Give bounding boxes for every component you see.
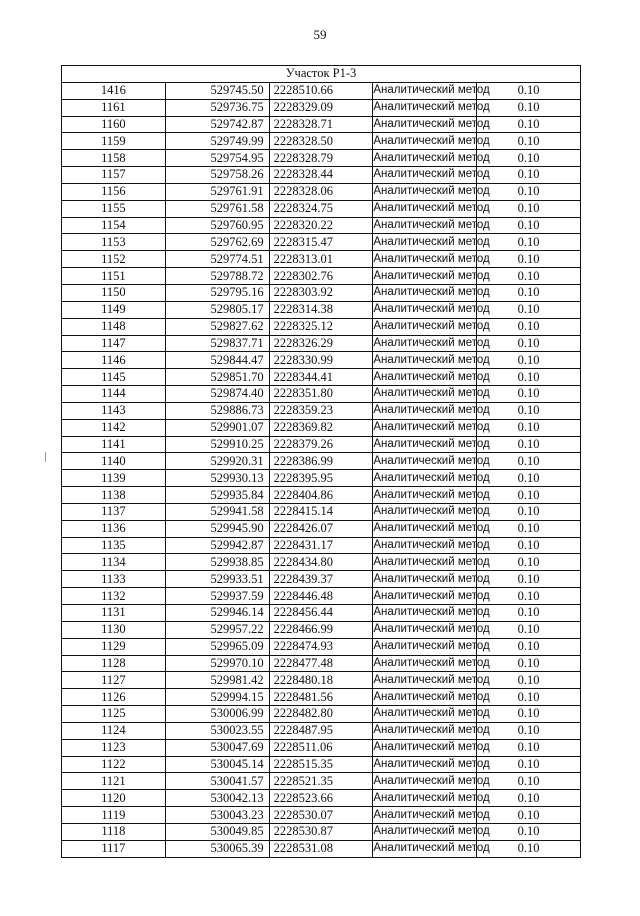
x-coordinate-cell: 529837.71 xyxy=(165,335,269,352)
y-coordinate-cell: 2228474.93 xyxy=(269,638,373,655)
y-coordinate-cell: 2228531.08 xyxy=(269,840,373,857)
point-number-cell: 1121 xyxy=(62,773,166,790)
x-coordinate-cell: 530047.69 xyxy=(165,739,269,756)
precision-cell: 0.10 xyxy=(477,116,581,133)
table-row xyxy=(62,807,581,824)
x-coordinate-cell: 530023.55 xyxy=(165,722,269,739)
precision-cell: 0.10 xyxy=(477,301,581,318)
x-coordinate-cell: 529933.51 xyxy=(165,571,269,588)
precision-cell: 0.10 xyxy=(477,419,581,436)
method-cell: Аналитический метод xyxy=(373,268,477,285)
table-row xyxy=(62,756,581,773)
precision-cell: 0.10 xyxy=(477,82,581,99)
table-row xyxy=(62,335,581,352)
y-coordinate-cell: 2228530.87 xyxy=(269,823,373,840)
point-number-cell: 1138 xyxy=(62,487,166,504)
coordinates-table xyxy=(61,65,581,858)
method-cell: Аналитический метод xyxy=(373,621,477,638)
y-coordinate-cell: 2228477.48 xyxy=(269,655,373,672)
y-coordinate-cell: 2228328.44 xyxy=(269,167,373,184)
method-cell: Аналитический метод xyxy=(373,284,477,301)
y-coordinate-cell: 2228521.35 xyxy=(269,773,373,790)
table-row xyxy=(62,251,581,268)
point-number-cell: 1416 xyxy=(62,82,166,99)
point-number-cell: 1136 xyxy=(62,520,166,537)
method-cell: Аналитический метод xyxy=(373,807,477,824)
method-cell: Аналитический метод xyxy=(373,722,477,739)
y-coordinate-cell: 2228511.06 xyxy=(269,739,373,756)
x-coordinate-cell: 529736.75 xyxy=(165,99,269,116)
x-coordinate-cell: 529938.85 xyxy=(165,554,269,571)
x-coordinate-cell: 529749.99 xyxy=(165,133,269,150)
precision-cell: 0.10 xyxy=(477,672,581,689)
y-coordinate-cell: 2228395.95 xyxy=(269,470,373,487)
method-cell: Аналитический метод xyxy=(373,689,477,706)
precision-cell: 0.10 xyxy=(477,200,581,217)
point-number-cell: 1161 xyxy=(62,99,166,116)
x-coordinate-cell: 529970.10 xyxy=(165,655,269,672)
x-coordinate-cell: 530049.85 xyxy=(165,823,269,840)
y-coordinate-cell: 2228344.41 xyxy=(269,369,373,386)
precision-cell: 0.10 xyxy=(477,386,581,403)
y-coordinate-cell: 2228439.37 xyxy=(269,571,373,588)
x-coordinate-cell: 529851.70 xyxy=(165,369,269,386)
y-coordinate-cell: 2228379.26 xyxy=(269,436,373,453)
precision-cell: 0.10 xyxy=(477,537,581,554)
point-number-cell: 1131 xyxy=(62,605,166,622)
point-number-cell: 1137 xyxy=(62,503,166,520)
y-coordinate-cell: 2228515.35 xyxy=(269,756,373,773)
table-row xyxy=(62,689,581,706)
point-number-cell: 1117 xyxy=(62,840,166,857)
method-cell: Аналитический метод xyxy=(373,167,477,184)
method-cell: Аналитический метод xyxy=(373,453,477,470)
y-coordinate-cell: 2228329.09 xyxy=(269,99,373,116)
method-cell: Аналитический метод xyxy=(373,301,477,318)
method-cell: Аналитический метод xyxy=(373,369,477,386)
y-coordinate-cell: 2228480.18 xyxy=(269,672,373,689)
method-cell: Аналитический метод xyxy=(373,200,477,217)
method-cell: Аналитический метод xyxy=(373,82,477,99)
x-coordinate-cell: 529788.72 xyxy=(165,268,269,285)
precision-cell: 0.10 xyxy=(477,234,581,251)
x-coordinate-cell: 529941.58 xyxy=(165,503,269,520)
precision-cell: 0.10 xyxy=(477,335,581,352)
point-number-cell: 1141 xyxy=(62,436,166,453)
x-coordinate-cell: 529774.51 xyxy=(165,251,269,268)
method-cell: Аналитический метод xyxy=(373,251,477,268)
x-coordinate-cell: 529935.84 xyxy=(165,487,269,504)
table-row xyxy=(62,672,581,689)
y-coordinate-cell: 2228359.23 xyxy=(269,402,373,419)
table-row xyxy=(62,268,581,285)
point-number-cell: 1120 xyxy=(62,790,166,807)
y-coordinate-cell: 2228530.07 xyxy=(269,807,373,824)
table-row xyxy=(62,150,581,167)
coordinates-table-body xyxy=(62,66,581,858)
table-row xyxy=(62,503,581,520)
method-cell: Аналитический метод xyxy=(373,150,477,167)
table-row xyxy=(62,655,581,672)
y-coordinate-cell: 2228446.48 xyxy=(269,588,373,605)
point-number-cell: 1132 xyxy=(62,588,166,605)
method-cell: Аналитический метод xyxy=(373,116,477,133)
table-row xyxy=(62,436,581,453)
x-coordinate-cell: 529758.26 xyxy=(165,167,269,184)
point-number-cell: 1144 xyxy=(62,386,166,403)
table-row xyxy=(62,790,581,807)
y-coordinate-cell: 2228302.76 xyxy=(269,268,373,285)
table-row xyxy=(62,200,581,217)
precision-cell: 0.10 xyxy=(477,251,581,268)
y-coordinate-cell: 2228523.66 xyxy=(269,790,373,807)
point-number-cell: 1152 xyxy=(62,251,166,268)
x-coordinate-cell: 529981.42 xyxy=(165,672,269,689)
x-coordinate-cell: 529844.47 xyxy=(165,352,269,369)
point-number-cell: 1119 xyxy=(62,807,166,824)
y-coordinate-cell: 2228487.95 xyxy=(269,722,373,739)
table-row xyxy=(62,739,581,756)
method-cell: Аналитический метод xyxy=(373,790,477,807)
precision-cell: 0.10 xyxy=(477,503,581,520)
method-cell: Аналитический метод xyxy=(373,419,477,436)
x-coordinate-cell: 529886.73 xyxy=(165,402,269,419)
table-row xyxy=(62,167,581,184)
point-number-cell: 1153 xyxy=(62,234,166,251)
y-coordinate-cell: 2228328.79 xyxy=(269,150,373,167)
precision-cell: 0.10 xyxy=(477,823,581,840)
table-row xyxy=(62,554,581,571)
precision-cell: 0.10 xyxy=(477,756,581,773)
y-coordinate-cell: 2228325.12 xyxy=(269,318,373,335)
table-row xyxy=(62,183,581,200)
x-coordinate-cell: 530042.13 xyxy=(165,790,269,807)
precision-cell: 0.10 xyxy=(477,470,581,487)
x-coordinate-cell: 529745.50 xyxy=(165,82,269,99)
point-number-cell: 1146 xyxy=(62,352,166,369)
page-number: 59 xyxy=(313,27,327,42)
method-cell: Аналитический метод xyxy=(373,470,477,487)
method-cell: Аналитический метод xyxy=(373,386,477,403)
point-number-cell: 1140 xyxy=(62,453,166,470)
y-coordinate-cell: 2228456.44 xyxy=(269,605,373,622)
point-number-cell: 1122 xyxy=(62,756,166,773)
method-cell: Аналитический метод xyxy=(373,571,477,588)
table-row xyxy=(62,722,581,739)
table-row xyxy=(62,520,581,537)
y-coordinate-cell: 2228326.29 xyxy=(269,335,373,352)
point-number-cell: 1159 xyxy=(62,133,166,150)
precision-cell: 0.10 xyxy=(477,621,581,638)
method-cell: Аналитический метод xyxy=(373,335,477,352)
precision-cell: 0.10 xyxy=(477,773,581,790)
precision-cell: 0.10 xyxy=(477,183,581,200)
method-cell: Аналитический метод xyxy=(373,487,477,504)
point-number-cell: 1143 xyxy=(62,402,166,419)
y-coordinate-cell: 2228426.07 xyxy=(269,520,373,537)
precision-cell: 0.10 xyxy=(477,487,581,504)
y-coordinate-cell: 2228415.14 xyxy=(269,503,373,520)
x-coordinate-cell: 529761.91 xyxy=(165,183,269,200)
precision-cell: 0.10 xyxy=(477,689,581,706)
table-row xyxy=(62,133,581,150)
point-number-cell: 1155 xyxy=(62,200,166,217)
table-row xyxy=(62,470,581,487)
method-cell: Аналитический метод xyxy=(373,352,477,369)
table-row xyxy=(62,706,581,723)
margin-mark xyxy=(45,452,46,462)
point-number-cell: 1145 xyxy=(62,369,166,386)
x-coordinate-cell: 529946.14 xyxy=(165,605,269,622)
table-row xyxy=(62,638,581,655)
y-coordinate-cell: 2228404.86 xyxy=(269,487,373,504)
method-cell: Аналитический метод xyxy=(373,503,477,520)
precision-cell: 0.10 xyxy=(477,706,581,723)
x-coordinate-cell: 529930.13 xyxy=(165,470,269,487)
table-row xyxy=(62,571,581,588)
table-row xyxy=(62,453,581,470)
table-row xyxy=(62,419,581,436)
point-number-cell: 1160 xyxy=(62,116,166,133)
y-coordinate-cell: 2228314.38 xyxy=(269,301,373,318)
method-cell: Аналитический метод xyxy=(373,655,477,672)
point-number-cell: 1156 xyxy=(62,183,166,200)
method-cell: Аналитический метод xyxy=(373,605,477,622)
precision-cell: 0.10 xyxy=(477,722,581,739)
precision-cell: 0.10 xyxy=(477,655,581,672)
precision-cell: 0.10 xyxy=(477,520,581,537)
method-cell: Аналитический метод xyxy=(373,756,477,773)
precision-cell: 0.10 xyxy=(477,268,581,285)
section-header-row xyxy=(62,66,581,83)
precision-cell: 0.10 xyxy=(477,638,581,655)
point-number-cell: 1130 xyxy=(62,621,166,638)
y-coordinate-cell: 2228324.75 xyxy=(269,200,373,217)
point-number-cell: 1142 xyxy=(62,419,166,436)
y-coordinate-cell: 2228351.80 xyxy=(269,386,373,403)
y-coordinate-cell: 2228369.82 xyxy=(269,419,373,436)
point-number-cell: 1147 xyxy=(62,335,166,352)
table-row xyxy=(62,840,581,857)
x-coordinate-cell: 529805.17 xyxy=(165,301,269,318)
point-number-cell: 1125 xyxy=(62,706,166,723)
y-coordinate-cell: 2228328.71 xyxy=(269,116,373,133)
point-number-cell: 1151 xyxy=(62,268,166,285)
table-row xyxy=(62,588,581,605)
precision-cell: 0.10 xyxy=(477,133,581,150)
table-row xyxy=(62,386,581,403)
point-number-cell: 1134 xyxy=(62,554,166,571)
x-coordinate-cell: 529742.87 xyxy=(165,116,269,133)
method-cell: Аналитический метод xyxy=(373,739,477,756)
point-number-cell: 1118 xyxy=(62,823,166,840)
x-coordinate-cell: 530041.57 xyxy=(165,773,269,790)
x-coordinate-cell: 529957.22 xyxy=(165,621,269,638)
y-coordinate-cell: 2228315.47 xyxy=(269,234,373,251)
method-cell: Аналитический метод xyxy=(373,183,477,200)
method-cell: Аналитический метод xyxy=(373,99,477,116)
method-cell: Аналитический метод xyxy=(373,773,477,790)
y-coordinate-cell: 2228431.17 xyxy=(269,537,373,554)
x-coordinate-cell: 529910.25 xyxy=(165,436,269,453)
x-coordinate-cell: 529901.07 xyxy=(165,419,269,436)
point-number-cell: 1126 xyxy=(62,689,166,706)
table-row xyxy=(62,773,581,790)
point-number-cell: 1123 xyxy=(62,739,166,756)
point-number-cell: 1124 xyxy=(62,722,166,739)
y-coordinate-cell: 2228386.99 xyxy=(269,453,373,470)
table-row xyxy=(62,82,581,99)
point-number-cell: 1148 xyxy=(62,318,166,335)
y-coordinate-cell: 2228510.66 xyxy=(269,82,373,99)
x-coordinate-cell: 529945.90 xyxy=(165,520,269,537)
table-row xyxy=(62,284,581,301)
point-number-cell: 1133 xyxy=(62,571,166,588)
x-coordinate-cell: 529760.95 xyxy=(165,217,269,234)
precision-cell: 0.10 xyxy=(477,318,581,335)
table-row xyxy=(62,605,581,622)
table-row xyxy=(62,621,581,638)
precision-cell: 0.10 xyxy=(477,807,581,824)
x-coordinate-cell: 530065.39 xyxy=(165,840,269,857)
precision-cell: 0.10 xyxy=(477,790,581,807)
x-coordinate-cell: 530006.99 xyxy=(165,706,269,723)
point-number-cell: 1135 xyxy=(62,537,166,554)
point-number-cell: 1129 xyxy=(62,638,166,655)
y-coordinate-cell: 2228320.22 xyxy=(269,217,373,234)
precision-cell: 0.10 xyxy=(477,402,581,419)
table-row xyxy=(62,301,581,318)
table-row xyxy=(62,369,581,386)
precision-cell: 0.10 xyxy=(477,554,581,571)
x-coordinate-cell: 529874.40 xyxy=(165,386,269,403)
precision-cell: 0.10 xyxy=(477,167,581,184)
method-cell: Аналитический метод xyxy=(373,672,477,689)
precision-cell: 0.10 xyxy=(477,588,581,605)
precision-cell: 0.10 xyxy=(477,453,581,470)
precision-cell: 0.10 xyxy=(477,352,581,369)
method-cell: Аналитический метод xyxy=(373,133,477,150)
method-cell: Аналитический метод xyxy=(373,402,477,419)
method-cell: Аналитический метод xyxy=(373,823,477,840)
method-cell: Аналитический метод xyxy=(373,638,477,655)
point-number-cell: 1150 xyxy=(62,284,166,301)
precision-cell: 0.10 xyxy=(477,99,581,116)
section-title: Участок Р1-3 xyxy=(62,66,581,83)
point-number-cell: 1139 xyxy=(62,470,166,487)
method-cell: Аналитический метод xyxy=(373,520,477,537)
point-number-cell: 1149 xyxy=(62,301,166,318)
point-number-cell: 1154 xyxy=(62,217,166,234)
method-cell: Аналитический метод xyxy=(373,234,477,251)
table-row xyxy=(62,537,581,554)
point-number-cell: 1127 xyxy=(62,672,166,689)
precision-cell: 0.10 xyxy=(477,284,581,301)
y-coordinate-cell: 2228330.99 xyxy=(269,352,373,369)
x-coordinate-cell: 529762.69 xyxy=(165,234,269,251)
precision-cell: 0.10 xyxy=(477,840,581,857)
method-cell: Аналитический метод xyxy=(373,588,477,605)
table-row xyxy=(62,823,581,840)
x-coordinate-cell: 530045.14 xyxy=(165,756,269,773)
x-coordinate-cell: 529754.95 xyxy=(165,150,269,167)
table-row xyxy=(62,352,581,369)
y-coordinate-cell: 2228328.06 xyxy=(269,183,373,200)
method-cell: Аналитический метод xyxy=(373,840,477,857)
precision-cell: 0.10 xyxy=(477,605,581,622)
x-coordinate-cell: 530043.23 xyxy=(165,807,269,824)
point-number-cell: 1128 xyxy=(62,655,166,672)
x-coordinate-cell: 529827.62 xyxy=(165,318,269,335)
precision-cell: 0.10 xyxy=(477,150,581,167)
x-coordinate-cell: 529942.87 xyxy=(165,537,269,554)
table-row xyxy=(62,99,581,116)
method-cell: Аналитический метод xyxy=(373,436,477,453)
y-coordinate-cell: 2228313.01 xyxy=(269,251,373,268)
method-cell: Аналитический метод xyxy=(373,537,477,554)
method-cell: Аналитический метод xyxy=(373,318,477,335)
x-coordinate-cell: 529761.58 xyxy=(165,200,269,217)
precision-cell: 0.10 xyxy=(477,369,581,386)
x-coordinate-cell: 529965.09 xyxy=(165,638,269,655)
method-cell: Аналитический метод xyxy=(373,217,477,234)
table-row xyxy=(62,217,581,234)
method-cell: Аналитический метод xyxy=(373,706,477,723)
point-number-cell: 1158 xyxy=(62,150,166,167)
precision-cell: 0.10 xyxy=(477,217,581,234)
table-row xyxy=(62,402,581,419)
y-coordinate-cell: 2228481.56 xyxy=(269,689,373,706)
precision-cell: 0.10 xyxy=(477,436,581,453)
table-row xyxy=(62,234,581,251)
precision-cell: 0.10 xyxy=(477,571,581,588)
method-cell: Аналитический метод xyxy=(373,554,477,571)
precision-cell: 0.10 xyxy=(477,739,581,756)
x-coordinate-cell: 529795.16 xyxy=(165,284,269,301)
x-coordinate-cell: 529937.59 xyxy=(165,588,269,605)
x-coordinate-cell: 529920.31 xyxy=(165,453,269,470)
y-coordinate-cell: 2228434.80 xyxy=(269,554,373,571)
table-row xyxy=(62,116,581,133)
y-coordinate-cell: 2228303.92 xyxy=(269,284,373,301)
y-coordinate-cell: 2228482.80 xyxy=(269,706,373,723)
x-coordinate-cell: 529994.15 xyxy=(165,689,269,706)
y-coordinate-cell: 2228328.50 xyxy=(269,133,373,150)
table-row xyxy=(62,487,581,504)
y-coordinate-cell: 2228466.99 xyxy=(269,621,373,638)
point-number-cell: 1157 xyxy=(62,167,166,184)
table-row xyxy=(62,318,581,335)
